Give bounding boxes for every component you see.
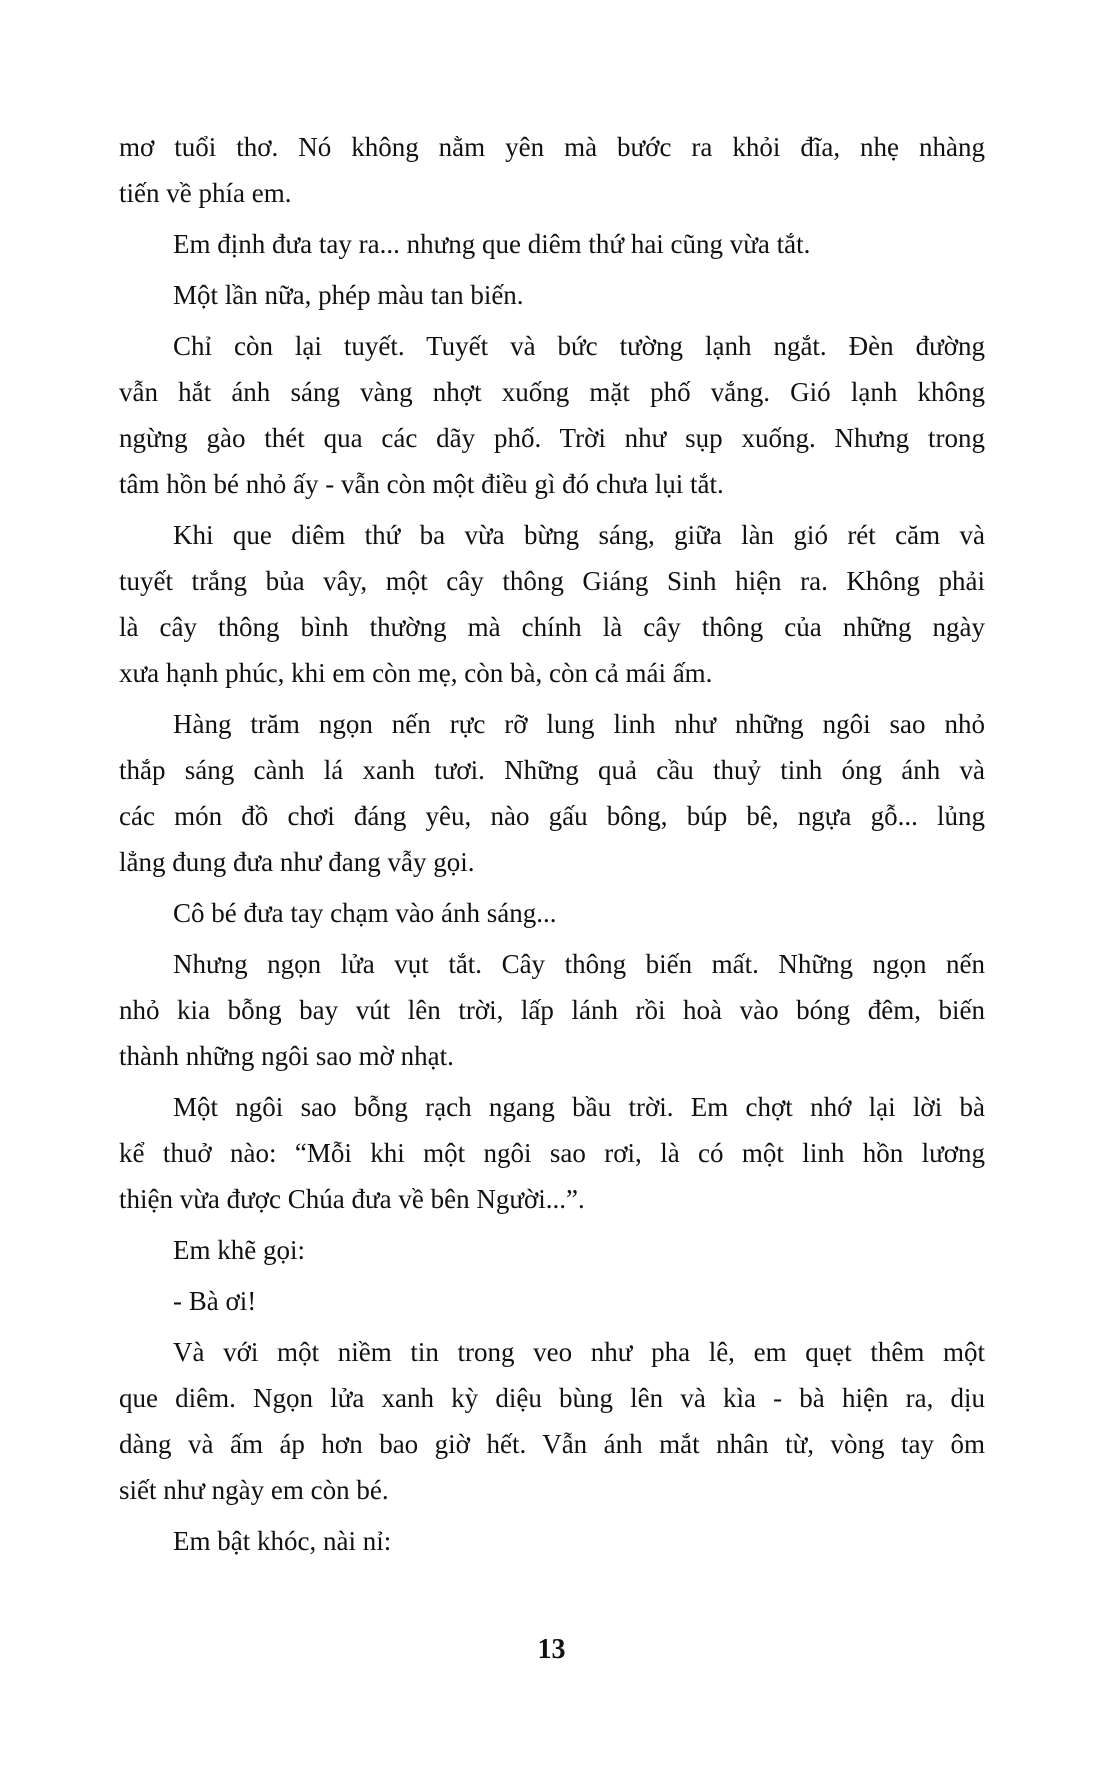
paragraph <box>119 512 985 696</box>
paragraph <box>119 890 985 936</box>
paragraph <box>119 941 985 1079</box>
paragraph <box>119 1278 985 1324</box>
text-line: lẳng đung đưa như đang vẫy gọi. <box>119 847 475 877</box>
text-line: Một ngôi sao bỗng rạch ngang bầu trời. Em chợt nhớ lại lời bà <box>173 1092 985 1122</box>
text-line: Và với một niềm tin trong veo như pha lê, em quẹt thêm một <box>173 1337 985 1367</box>
text-line: Hàng trăm ngọn nến rực rỡ lung linh như những ngôi sao nhỏ <box>173 709 985 739</box>
paragraph <box>119 272 985 318</box>
text-line: thành những ngôi sao mờ nhạt. <box>119 1041 454 1071</box>
text-line: Em bật khóc, nài nỉ: <box>173 1526 392 1556</box>
page-body <box>119 124 985 1564</box>
paragraph <box>119 1084 985 1222</box>
text-line: mơ tuổi thơ. Nó không nằm yên mà bước ra khỏi đĩa, nhẹ nhàng <box>119 132 985 162</box>
text-line: Cô bé đưa tay chạm vào ánh sáng... <box>173 898 557 928</box>
text-line: que diêm. Ngọn lửa xanh kỳ diệu bùng lên và kìa - bà hiện ra, dịu <box>119 1383 985 1413</box>
text-line: là cây thông bình thường mà chính là cây thông của những ngày <box>119 612 985 642</box>
paragraph <box>119 323 985 507</box>
paragraph <box>119 701 985 885</box>
paragraph <box>119 1227 985 1273</box>
text-line: vẫn hắt ánh sáng vàng nhợt xuống mặt phố vắng. Gió lạnh không <box>119 377 985 407</box>
text-line: các món đồ chơi đáng yêu, nào gấu bông, búp bê, ngựa gỗ... lủng <box>119 801 985 831</box>
text-line: - Bà ơi! <box>173 1286 257 1316</box>
text-line: Một lần nữa, phép màu tan biến. <box>173 280 524 310</box>
paragraph <box>119 1518 985 1564</box>
text-line: tuyết trắng bủa vây, một cây thông Giáng Sinh hiện ra. Không phải <box>119 566 985 596</box>
text-line: xưa hạnh phúc, khi em còn mẹ, còn bà, còn cả mái ấm. <box>119 658 713 688</box>
paragraph <box>119 1329 985 1513</box>
text-line: Nhưng ngọn lửa vụt tắt. Cây thông biến mất. Những ngọn nến <box>173 949 985 979</box>
text-line: Khi que diêm thứ ba vừa bừng sáng, giữa làn gió rét căm và <box>173 520 985 550</box>
text-line: tiến về phía em. <box>119 178 292 208</box>
text-line: Chỉ còn lại tuyết. Tuyết và bức tường lạnh ngắt. Đèn đường <box>173 331 985 361</box>
paragraph <box>119 124 985 216</box>
paragraph <box>119 221 985 267</box>
text-line: thắp sáng cành lá xanh tươi. Những quả cầu thuỷ tinh óng ánh và <box>119 755 985 785</box>
text-line: Em định đưa tay ra... nhưng que diêm thứ hai cũng vừa tắt. <box>173 229 811 259</box>
text-line: thiện vừa được Chúa đưa về bên Người...”. <box>119 1184 585 1214</box>
page-number: 13 <box>537 1634 566 1665</box>
text-line: dàng và ấm áp hơn bao giờ hết. Vẫn ánh mắt nhân từ, vòng tay ôm <box>119 1429 985 1459</box>
text-line: nhỏ kia bỗng bay vút lên trời, lấp lánh rồi hoà vào bóng đêm, biến <box>119 995 985 1025</box>
text-line: siết như ngày em còn bé. <box>119 1475 389 1505</box>
text-line: kể thuở nào: “Mỗi khi một ngôi sao rơi, là có một linh hồn lương <box>119 1138 985 1168</box>
text-line: tâm hồn bé nhỏ ấy - vẫn còn một điều gì đó chưa lụi tắt. <box>119 469 724 499</box>
text-line: Em khẽ gọi: <box>173 1235 305 1265</box>
text-line: ngừng gào thét qua các dãy phố. Trời như sụp xuống. Nhưng trong <box>119 423 985 453</box>
